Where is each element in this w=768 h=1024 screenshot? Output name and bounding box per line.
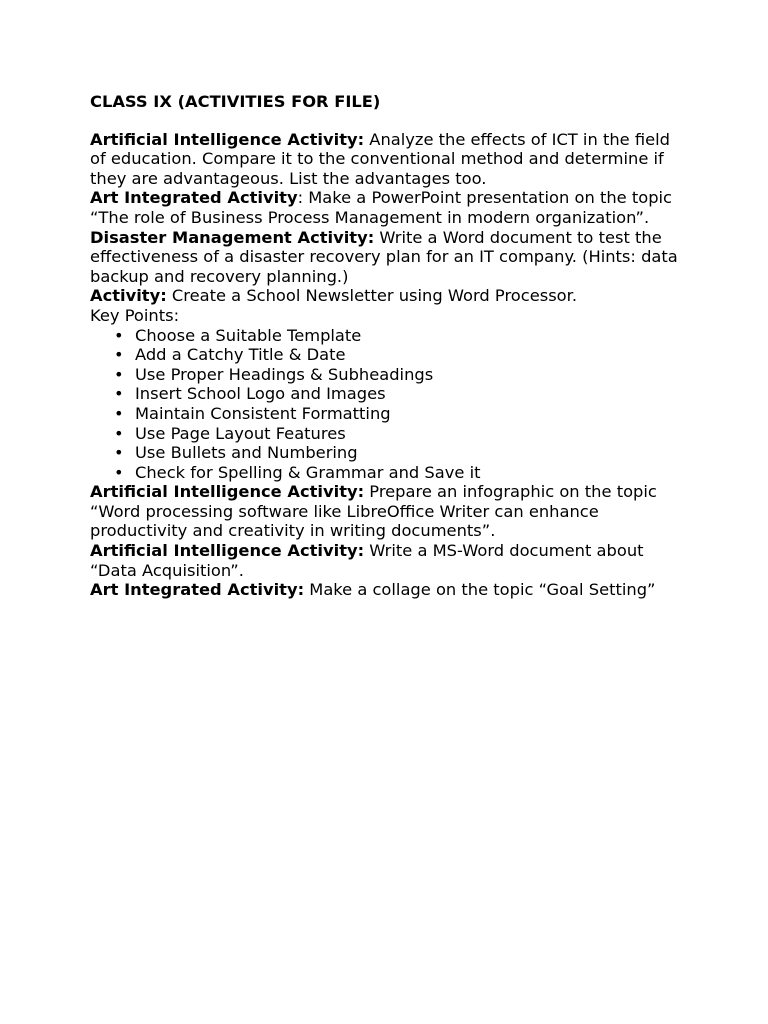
document-title: CLASS IX (ACTIVITIES FOR FILE)	[90, 92, 381, 111]
list-item-text: Choose a Suitable Template	[135, 325, 362, 345]
bullet-icon: •	[114, 403, 124, 423]
activity-label: Disaster Management Activity:	[90, 227, 375, 247]
activity-paragraph-disaster	[90, 228, 690, 287]
bullet-icon: •	[114, 384, 124, 404]
list-item-text: Check for Spelling & Grammar and Save it	[135, 462, 481, 482]
activity-paragraph-data-acquisition	[90, 541, 690, 580]
list-item-text: Add a Catchy Title & Date	[135, 345, 346, 365]
activity-paragraph-ict	[90, 130, 690, 189]
bullet-icon: •	[114, 325, 124, 345]
key-points-list	[90, 326, 690, 483]
activity-label: Artificial Intelligence Activity:	[90, 129, 365, 149]
bullet-icon: •	[114, 423, 124, 443]
list-item-text: Insert School Logo and Images	[135, 384, 386, 404]
key-points-label: Key Points:	[90, 305, 180, 325]
list-item-text: Maintain Consistent Formatting	[135, 403, 391, 423]
list-item	[90, 443, 690, 463]
activity-label: Art Integrated Activity	[90, 188, 298, 208]
list-item-text: Use Page Layout Features	[135, 423, 346, 443]
list-item	[90, 463, 690, 483]
activity-paragraph-collage	[90, 580, 690, 600]
activity-text: Create a School Newsletter using Word Processor.	[166, 286, 578, 306]
activity-label: Art Integrated Activity:	[90, 580, 305, 600]
activity-label: Artificial Intelligence Activity:	[90, 541, 365, 561]
bullet-icon: •	[114, 364, 124, 384]
activity-text: : Make a PowerPoint presentation on the topic “The role of Business Process Management in modern organization”.	[90, 188, 673, 227]
list-item-text: Use Bullets and Numbering	[135, 443, 358, 463]
document-page	[90, 92, 690, 600]
activity-text: Prepare an infographic on the topic “Word processing software like LibreOffice Writer can enhance productivity and creativity in writing documents”.	[90, 482, 657, 541]
activity-text: Write a Word document to test the effectiveness of a disaster recovery plan for an IT company. (Hints: data backup and recovery planning.)	[90, 227, 678, 286]
activity-label: Artificial Intelligence Activity:	[90, 482, 365, 502]
activity-text: Analyze the effects of ICT in the field of education. Compare it to the conventional method and determine if they are advantageous. List the advantages too.	[90, 129, 670, 188]
list-item	[90, 365, 690, 385]
list-item	[90, 404, 690, 424]
activity-paragraph-infographic	[90, 482, 690, 541]
list-item	[90, 326, 690, 346]
list-item	[90, 384, 690, 404]
bullet-icon: •	[114, 345, 124, 365]
bullet-icon: •	[114, 443, 124, 463]
activity-text: Write a MS-Word document about “Data Acquisition”.	[90, 541, 644, 580]
list-item	[90, 345, 690, 365]
activity-paragraph-powerpoint	[90, 188, 690, 227]
list-item	[90, 424, 690, 444]
activity-paragraph-newsletter	[90, 286, 690, 306]
bullet-icon: •	[114, 462, 124, 482]
activity-label: Activity:	[90, 286, 167, 306]
activity-text: Make a collage on the topic “Goal Setting”	[304, 580, 656, 600]
list-item-text: Use Proper Headings & Subheadings	[135, 364, 434, 384]
